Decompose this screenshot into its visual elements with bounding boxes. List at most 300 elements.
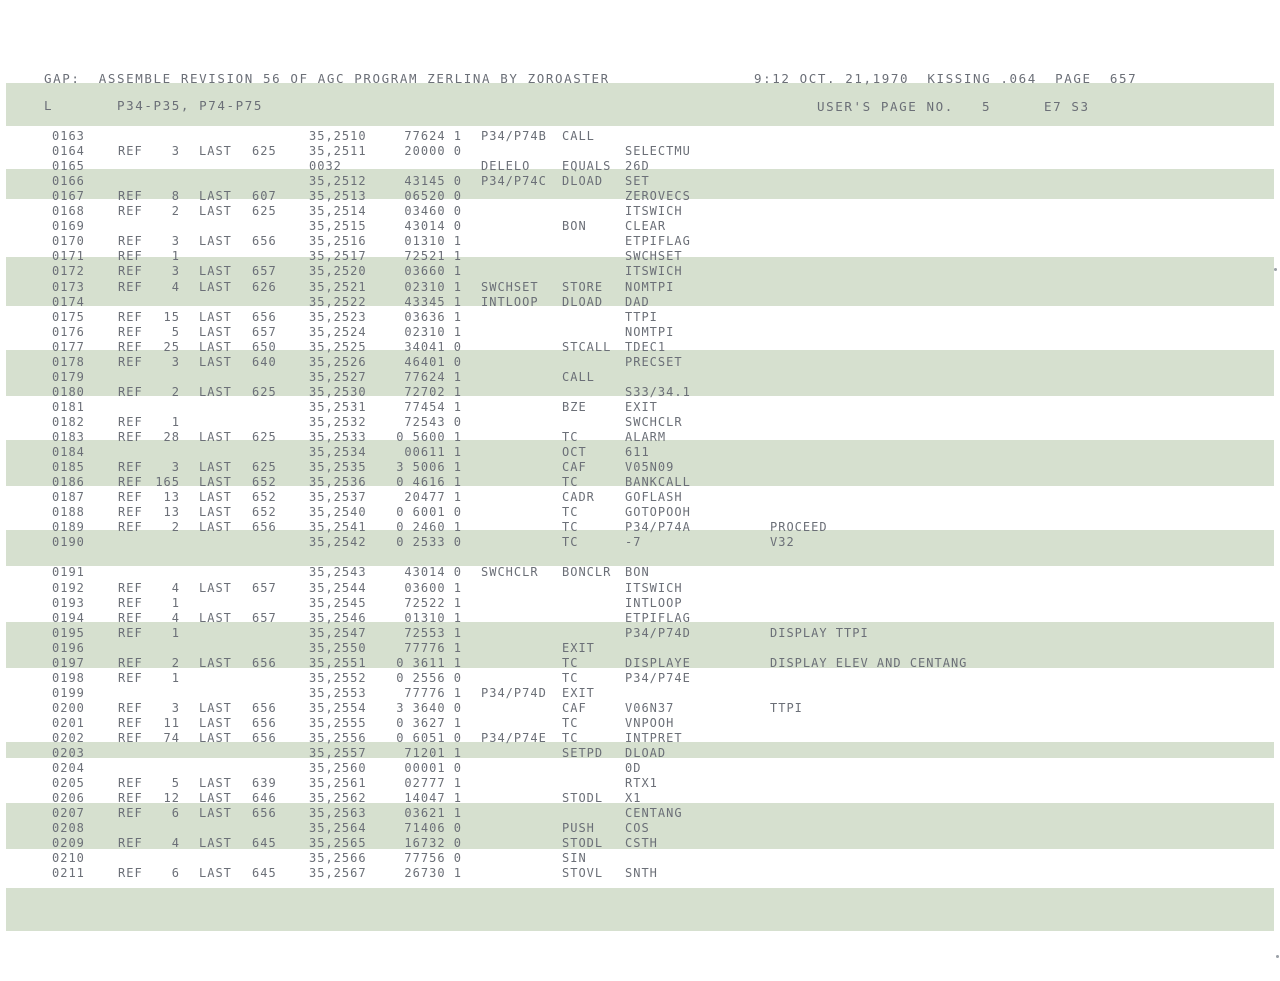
listing-row — [0, 144, 1280, 159]
line-number: 0167 — [52, 189, 85, 204]
line-number: 0173 — [52, 279, 85, 294]
last-page: 656 — [252, 309, 277, 324]
operand: CSTH — [625, 836, 658, 851]
last-page: 652 — [252, 475, 277, 490]
octal-word: 0 3611 1 — [396, 655, 462, 670]
opcode: CALL — [562, 369, 595, 384]
last-page: 625 — [252, 204, 277, 219]
ref-count: 4 — [171, 836, 180, 851]
ref-count: 2 — [171, 520, 180, 535]
opcode: TC — [562, 715, 579, 730]
operand: P34/P74A — [625, 520, 691, 535]
octal-word: 46401 0 — [404, 354, 462, 369]
operand: NOMTPI — [625, 279, 675, 294]
last-page: 656 — [252, 520, 277, 535]
ref-count: 1 — [171, 414, 180, 429]
listing-row — [0, 415, 1280, 430]
last-keyword: LAST — [199, 731, 232, 745]
address: 35,2544 — [309, 580, 367, 595]
comment: V32 — [770, 535, 795, 550]
listing-row — [0, 520, 1280, 535]
ref-keyword: REF — [118, 670, 143, 685]
opcode: BONCLR — [562, 565, 612, 580]
address: 35,2540 — [309, 505, 367, 520]
operand: INTLOOP — [625, 595, 683, 610]
listing-row — [0, 671, 1280, 686]
address: 35,2516 — [309, 234, 367, 249]
ref-keyword: REF — [118, 490, 143, 505]
line-number: 0187 — [52, 490, 85, 505]
listing-row — [0, 626, 1280, 641]
octal-word: 34041 0 — [404, 339, 462, 354]
operand: SET — [625, 174, 650, 189]
last-page: 656 — [252, 731, 277, 745]
operand: BANKCALL — [625, 475, 691, 490]
ref-count: 3 — [171, 234, 180, 249]
line-number: 0206 — [52, 791, 85, 806]
line-number: 0191 — [52, 565, 85, 580]
address: 35,2566 — [309, 851, 367, 866]
listing-row — [0, 746, 1280, 761]
address: 35,2533 — [309, 430, 367, 444]
last-keyword: LAST — [199, 655, 232, 670]
last-page: 656 — [252, 806, 277, 821]
ref-keyword: REF — [118, 309, 143, 324]
line-number: 0209 — [52, 836, 85, 851]
listing-row — [0, 385, 1280, 400]
address: 35,2542 — [309, 535, 367, 550]
margin-dot — [1274, 268, 1277, 271]
line-number: 0182 — [52, 414, 85, 429]
octal-word: 71201 1 — [404, 746, 462, 761]
address: 35,2511 — [309, 144, 367, 159]
listing-row — [0, 310, 1280, 325]
label: P34/P74C — [481, 174, 547, 189]
last-keyword: LAST — [199, 715, 232, 730]
listing-row — [0, 189, 1280, 204]
line-number: 0177 — [52, 339, 85, 354]
octal-word: 77454 1 — [404, 399, 462, 414]
operand: 611 — [625, 445, 650, 460]
address: 35,2536 — [309, 475, 367, 490]
opcode: TC — [562, 670, 579, 685]
ref-keyword: REF — [118, 475, 143, 490]
line-number: 0172 — [52, 264, 85, 279]
octal-word: 77624 1 — [404, 129, 462, 143]
operand: V05N09 — [625, 460, 675, 475]
listing-row — [0, 264, 1280, 279]
line-number: 0169 — [52, 219, 85, 234]
listing-row — [0, 460, 1280, 475]
listing-title: GAP: ASSEMBLE REVISION 56 OF AGC PROGRAM ZERLINA BY ZOROASTER — [44, 71, 610, 86]
ref-count: 165 — [155, 475, 180, 490]
address: 35,2514 — [309, 204, 367, 219]
line-number: 0195 — [52, 625, 85, 640]
ref-count: 74 — [163, 731, 180, 745]
listing-row — [0, 204, 1280, 219]
listing-row — [0, 159, 1280, 174]
octal-word: 77756 0 — [404, 851, 462, 866]
last-keyword: LAST — [199, 384, 232, 399]
line-number: 0188 — [52, 505, 85, 520]
line-number: 0174 — [52, 294, 85, 309]
line-number: 0207 — [52, 806, 85, 821]
octal-word: 00001 0 — [404, 761, 462, 776]
listing-row — [0, 505, 1280, 520]
opcode: STODL — [562, 791, 604, 806]
operand: VNPOOH — [625, 715, 675, 730]
address: 35,2563 — [309, 806, 367, 821]
line-number: 0201 — [52, 715, 85, 730]
listing-row — [0, 174, 1280, 189]
address: 35,2531 — [309, 399, 367, 414]
listing-row — [0, 234, 1280, 249]
last-page: 607 — [252, 189, 277, 204]
ref-keyword: REF — [118, 866, 143, 881]
opcode: DLOAD — [562, 174, 604, 189]
listing-row — [0, 806, 1280, 821]
address: 35,2513 — [309, 189, 367, 204]
last-keyword: LAST — [199, 505, 232, 520]
listing-row — [0, 565, 1280, 580]
address: 35,2555 — [309, 715, 367, 730]
green-band — [6, 888, 1274, 931]
octal-word: 72543 0 — [404, 414, 462, 429]
last-page: 657 — [252, 580, 277, 595]
ref-count: 3 — [171, 700, 180, 715]
address: 35,2553 — [309, 685, 367, 700]
last-page: 625 — [252, 430, 277, 444]
line-number: 0171 — [52, 249, 85, 264]
line-number: 0168 — [52, 204, 85, 219]
octal-word: 16732 0 — [404, 836, 462, 851]
last-keyword: LAST — [199, 776, 232, 791]
line-number: 0178 — [52, 354, 85, 369]
address: 35,2521 — [309, 279, 367, 294]
opcode: EQUALS — [562, 159, 612, 174]
last-keyword: LAST — [199, 234, 232, 249]
octal-word: 72702 1 — [404, 384, 462, 399]
operand: SWCHCLR — [625, 414, 683, 429]
octal-word: 20000 0 — [404, 144, 462, 159]
operand: EXIT — [625, 399, 658, 414]
octal-word: 77776 1 — [404, 640, 462, 655]
ref-count: 1 — [171, 670, 180, 685]
users-page-label: USER'S PAGE NO. — [817, 99, 954, 114]
address: 35,2564 — [309, 821, 367, 836]
operand: SELECTMU — [625, 144, 691, 159]
octal-word: 03460 0 — [404, 204, 462, 219]
last-keyword: LAST — [199, 460, 232, 475]
address: 35,2562 — [309, 791, 367, 806]
label: DELELO — [481, 159, 531, 174]
listing-row — [0, 325, 1280, 340]
label: SWCHSET — [481, 279, 539, 294]
address: 35,2556 — [309, 731, 367, 745]
opcode: CALL — [562, 129, 595, 143]
operand: ETPIFLAG — [625, 610, 691, 625]
octal-word: 01310 1 — [404, 610, 462, 625]
last-keyword: LAST — [199, 700, 232, 715]
last-keyword: LAST — [199, 580, 232, 595]
address: 35,2520 — [309, 264, 367, 279]
ref-keyword: REF — [118, 264, 143, 279]
listing-row — [0, 249, 1280, 264]
line-number: 0185 — [52, 460, 85, 475]
octal-word: 03600 1 — [404, 580, 462, 595]
operand: ZEROVECS — [625, 189, 691, 204]
octal-word: 0 6001 0 — [396, 505, 462, 520]
ref-count: 6 — [171, 866, 180, 881]
ref-count: 1 — [171, 625, 180, 640]
line-number: 0194 — [52, 610, 85, 625]
listing-row — [0, 776, 1280, 791]
ref-count: 13 — [163, 490, 180, 505]
users-page-number: 5 — [982, 99, 992, 114]
listing-row — [0, 701, 1280, 716]
opcode: STORE — [562, 279, 604, 294]
last-keyword: LAST — [199, 520, 232, 535]
ref-keyword: REF — [118, 144, 143, 159]
operand: DAD — [625, 294, 650, 309]
octal-word: 20477 1 — [404, 490, 462, 505]
ref-count: 5 — [171, 324, 180, 339]
octal-word: 72522 1 — [404, 595, 462, 610]
listing-row — [0, 866, 1280, 881]
ref-keyword: REF — [118, 324, 143, 339]
listing-row — [0, 370, 1280, 385]
octal-word: 77776 1 — [404, 685, 462, 700]
column-marker-l: L — [44, 98, 54, 113]
last-keyword: LAST — [199, 475, 232, 490]
line-number: 0204 — [52, 761, 85, 776]
line-number: 0184 — [52, 445, 85, 460]
address: 35,2541 — [309, 520, 367, 535]
operand: CLEAR — [625, 219, 667, 234]
operand: P34/P74E — [625, 670, 691, 685]
address: 35,2524 — [309, 324, 367, 339]
ref-count: 1 — [171, 595, 180, 610]
comment: DISPLAY TTPI — [770, 625, 869, 640]
page-code: E7 S3 — [1044, 99, 1090, 114]
last-keyword: LAST — [199, 791, 232, 806]
last-keyword: LAST — [199, 189, 232, 204]
ref-count: 25 — [163, 339, 180, 354]
line-number: 0208 — [52, 821, 85, 836]
ref-count: 15 — [163, 309, 180, 324]
opcode: TC — [562, 520, 579, 535]
address: 35,2567 — [309, 866, 367, 881]
ref-count: 1 — [171, 249, 180, 264]
listing-row — [0, 475, 1280, 490]
last-page: 657 — [252, 324, 277, 339]
operand: RTX1 — [625, 776, 658, 791]
octal-word: 02310 1 — [404, 279, 462, 294]
octal-word: 0 6051 0 — [396, 731, 462, 745]
address: 35,2532 — [309, 414, 367, 429]
address: 35,2565 — [309, 836, 367, 851]
octal-word: 03621 1 — [404, 806, 462, 821]
last-page: 656 — [252, 715, 277, 730]
opcode: STODL — [562, 836, 604, 851]
listing-row — [0, 731, 1280, 746]
opcode: BON — [562, 219, 587, 234]
address: 35,2534 — [309, 445, 367, 460]
listing-row — [0, 280, 1280, 295]
last-keyword: LAST — [199, 339, 232, 354]
octal-word: 0 2533 0 — [396, 535, 462, 550]
line-number: 0197 — [52, 655, 85, 670]
listing-row — [0, 611, 1280, 626]
line-number: 0199 — [52, 685, 85, 700]
address: 35,2546 — [309, 610, 367, 625]
listing-row — [0, 761, 1280, 776]
opcode: OCT — [562, 445, 587, 460]
ref-count: 13 — [163, 505, 180, 520]
ref-keyword: REF — [118, 204, 143, 219]
listing-timestamp-page: 9:12 OCT. 21,1970 KISSING .064 PAGE 657 — [754, 71, 1138, 86]
ref-keyword: REF — [118, 279, 143, 294]
address: 35,2535 — [309, 460, 367, 475]
last-page: 657 — [252, 610, 277, 625]
line-number: 0186 — [52, 475, 85, 490]
last-keyword: LAST — [199, 279, 232, 294]
last-keyword: LAST — [199, 806, 232, 821]
listing-row — [0, 535, 1280, 550]
line-number: 0200 — [52, 700, 85, 715]
last-page: 657 — [252, 264, 277, 279]
octal-word: 14047 1 — [404, 791, 462, 806]
ref-keyword: REF — [118, 791, 143, 806]
octal-word: 43145 0 — [404, 174, 462, 189]
line-number: 0189 — [52, 520, 85, 535]
octal-word: 03660 1 — [404, 264, 462, 279]
label: INTLOOP — [481, 294, 539, 309]
ref-count: 3 — [171, 264, 180, 279]
ref-count: 3 — [171, 354, 180, 369]
address: 35,2560 — [309, 761, 367, 776]
operand: S33/34.1 — [625, 384, 691, 399]
operand: -7 — [625, 535, 642, 550]
line-number: 0179 — [52, 369, 85, 384]
octal-word: 0 4616 1 — [396, 475, 462, 490]
octal-word: 72553 1 — [404, 625, 462, 640]
opcode: SIN — [562, 851, 587, 866]
listing-row — [0, 851, 1280, 866]
label: SWCHCLR — [481, 565, 539, 580]
operand: X1 — [625, 791, 642, 806]
ref-keyword: REF — [118, 715, 143, 730]
octal-word: 00611 1 — [404, 445, 462, 460]
ref-keyword: REF — [118, 595, 143, 610]
address: 35,2537 — [309, 490, 367, 505]
address: 35,2554 — [309, 700, 367, 715]
address: 35,2551 — [309, 655, 367, 670]
address: 35,2515 — [309, 219, 367, 234]
listing-row — [0, 129, 1280, 144]
last-page: 625 — [252, 460, 277, 475]
octal-word: 3 3640 0 — [396, 700, 462, 715]
address: 35,2550 — [309, 640, 367, 655]
last-keyword: LAST — [199, 324, 232, 339]
octal-word: 0 3627 1 — [396, 715, 462, 730]
line-number: 0164 — [52, 144, 85, 159]
address: 35,2545 — [309, 595, 367, 610]
listing-row — [0, 686, 1280, 701]
opcode: TC — [562, 430, 579, 444]
comment: PROCEED — [770, 520, 828, 535]
octal-word: 3 5006 1 — [396, 460, 462, 475]
listing-row — [0, 295, 1280, 310]
last-page: 652 — [252, 505, 277, 520]
address: 35,2517 — [309, 249, 367, 264]
ref-keyword: REF — [118, 354, 143, 369]
line-number: 0190 — [52, 535, 85, 550]
operand: ETPIFLAG — [625, 234, 691, 249]
ref-count: 5 — [171, 776, 180, 791]
listing-row — [0, 445, 1280, 460]
line-number: 0176 — [52, 324, 85, 339]
octal-word: 02777 1 — [404, 776, 462, 791]
listing-row — [0, 581, 1280, 596]
line-number: 0180 — [52, 384, 85, 399]
listing-row — [0, 340, 1280, 355]
last-page: 656 — [252, 655, 277, 670]
operand: PRECSET — [625, 354, 683, 369]
operand: TTPI — [625, 309, 658, 324]
last-page: 625 — [252, 144, 277, 159]
last-page: 640 — [252, 354, 277, 369]
address: 35,2530 — [309, 384, 367, 399]
listing-row — [0, 355, 1280, 370]
last-keyword: LAST — [199, 354, 232, 369]
address: 35,2561 — [309, 776, 367, 791]
operand: ITSWICH — [625, 580, 683, 595]
line-number: 0181 — [52, 399, 85, 414]
operand: TDEC1 — [625, 339, 667, 354]
listing-row — [0, 430, 1280, 445]
octal-word: 71406 0 — [404, 821, 462, 836]
ref-keyword: REF — [118, 580, 143, 595]
octal-word: 01310 1 — [404, 234, 462, 249]
ref-keyword: REF — [118, 520, 143, 535]
operand: BON — [625, 565, 650, 580]
operand: ALARM — [625, 430, 667, 444]
listing-row — [0, 219, 1280, 234]
opcode: EXIT — [562, 640, 595, 655]
octal-word: 26730 1 — [404, 866, 462, 881]
listing-row — [0, 400, 1280, 415]
line-number: 0175 — [52, 309, 85, 324]
ref-keyword: REF — [118, 700, 143, 715]
margin-dot — [1276, 955, 1279, 958]
last-page: 656 — [252, 234, 277, 249]
opcode: TC — [562, 475, 579, 490]
octal-word: 0 2556 0 — [396, 670, 462, 685]
address: 35,2543 — [309, 565, 367, 580]
ref-keyword: REF — [118, 610, 143, 625]
line-number: 0165 — [52, 159, 85, 174]
opcode: TC — [562, 655, 579, 670]
operand: 0D — [625, 761, 642, 776]
listing-row — [0, 791, 1280, 806]
listing-row — [0, 550, 1280, 565]
operand: GOFLASH — [625, 490, 683, 505]
opcode: STOVL — [562, 866, 604, 881]
ref-count: 2 — [171, 655, 180, 670]
ref-keyword: REF — [118, 836, 143, 851]
line-number: 0203 — [52, 746, 85, 761]
